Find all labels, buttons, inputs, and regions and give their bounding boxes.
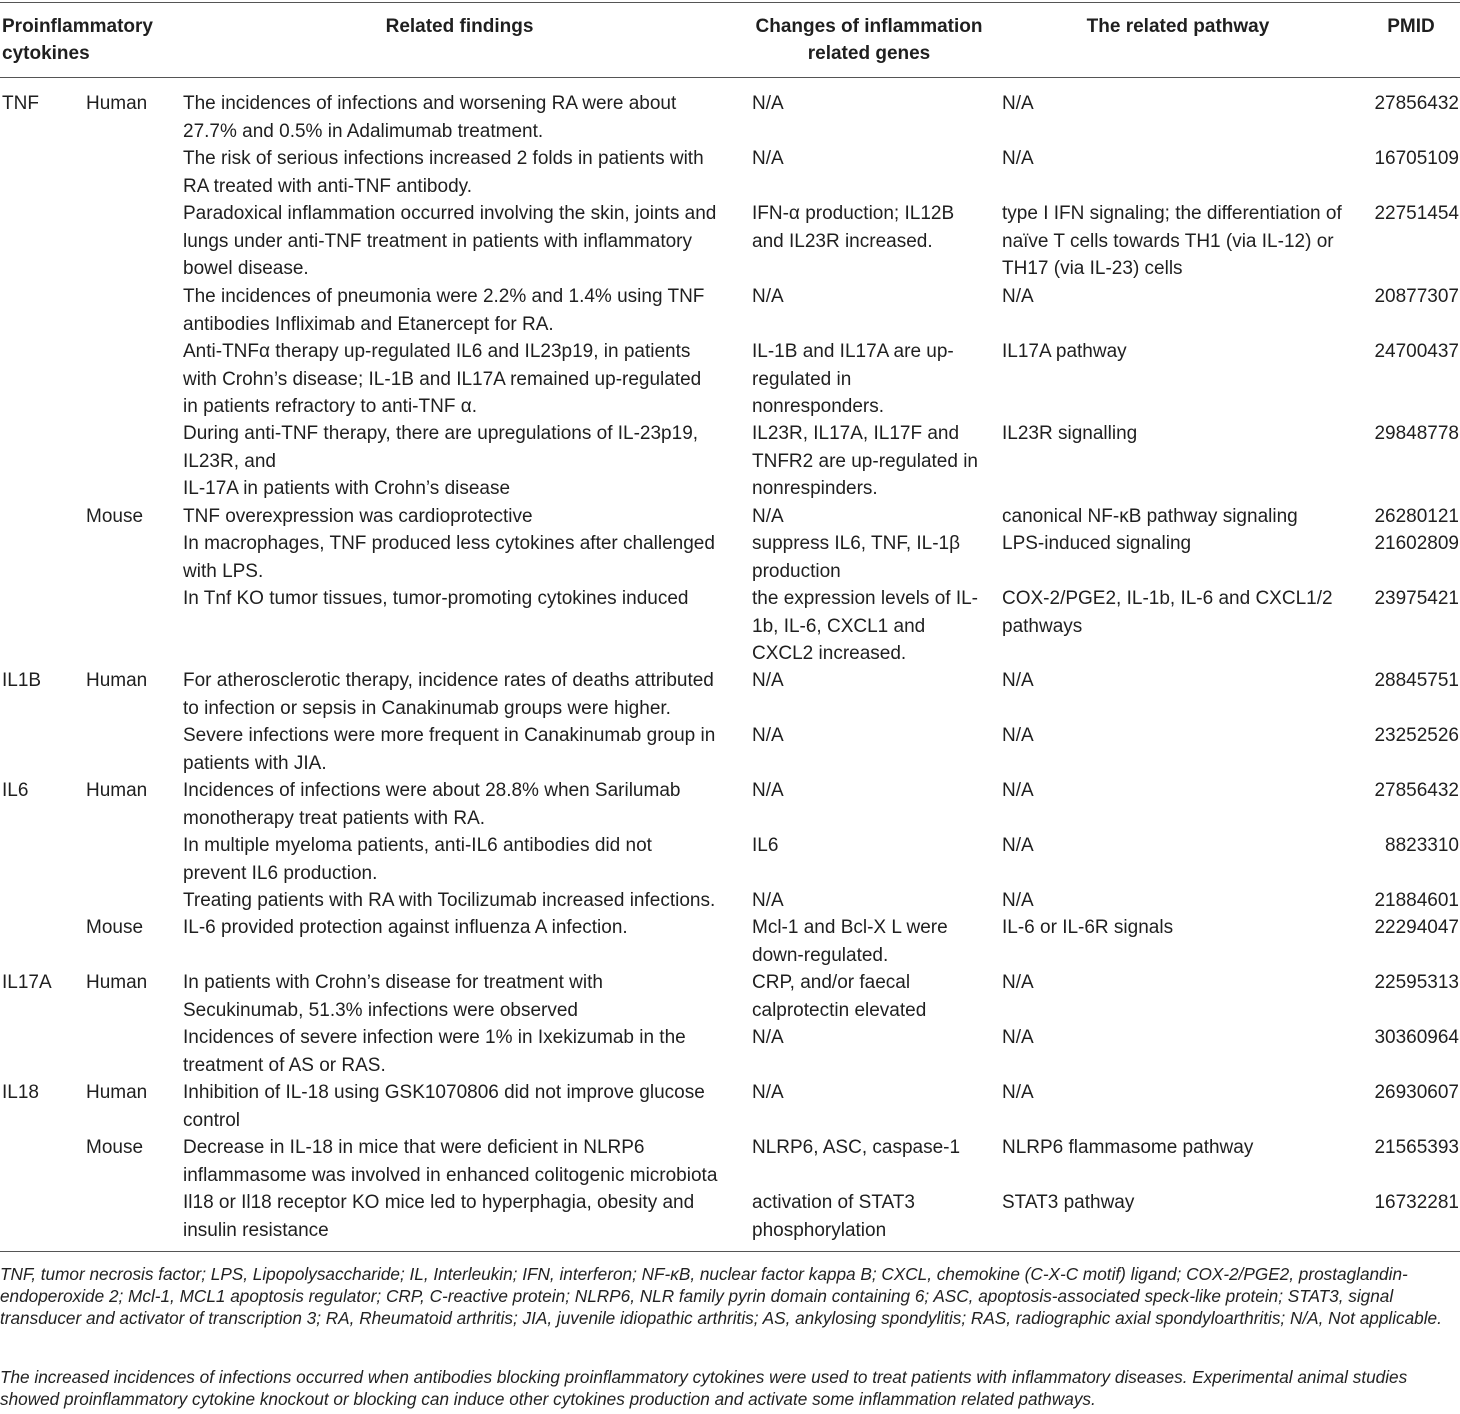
pmid-cell: 30360964	[1374, 1027, 1459, 1048]
gene-change-cell: N/A	[752, 890, 784, 911]
finding-cell: In patients with Crohn’s disease for treatment with Secukinumab, 51.3% infections were observed	[183, 972, 603, 1021]
pmid-cell: 22294047	[1374, 917, 1459, 938]
gene-change-cell: N/A	[752, 1082, 784, 1103]
species-cell: Human	[86, 93, 148, 114]
species-cell: Human	[86, 670, 148, 691]
finding-cell: In Tnf KO tumor tissues, tumor-promoting cytokines induced	[183, 588, 689, 609]
pathway-cell: NLRP6 flammasome pathway	[1002, 1137, 1254, 1158]
gene-change-cell: NLRP6, ASC, caspase-1	[752, 1137, 961, 1158]
pathway-cell: N/A	[1002, 972, 1034, 993]
pathway-cell: N/A	[1002, 148, 1034, 169]
finding-cell: Il18 or Il18 receptor KO mice led to hyperphagia, obesity and insulin resistance	[183, 1192, 695, 1241]
gene-change-cell: N/A	[752, 1027, 784, 1048]
pathway-cell: LPS-induced signaling	[1002, 533, 1192, 554]
pathway-cell: canonical NF-κB pathway signaling	[1002, 506, 1298, 527]
gene-change-cell: suppress IL6, TNF, IL-1β production	[752, 533, 961, 582]
pmid-cell: 23252526	[1374, 725, 1459, 746]
finding-cell: For atherosclerotic therapy, incidence rates of deaths attributed to infection or sepsis in Canakinumab groups were higher.	[183, 670, 714, 719]
gene-change-cell: IL23R, IL17A, IL17F and TNFR2 are up-regulated in nonrespinders.	[752, 423, 978, 499]
pmid-cell: 21565393	[1374, 1137, 1459, 1158]
header-related-pathway: The related pathway	[1086, 16, 1270, 37]
finding-cell: IL-6 provided protection against influenza A infection.	[183, 917, 628, 938]
finding-cell: The incidences of infections and worsening RA were about 27.7% and 0.5% in Adalimumab treatment.	[183, 93, 677, 142]
gene-change-cell: activation of STAT3 phosphorylation	[752, 1192, 915, 1241]
gene-change-cell: N/A	[752, 780, 784, 801]
pmid-cell: 8823310	[1385, 835, 1459, 856]
cytokine-cell: IL18	[2, 1082, 39, 1103]
finding-cell: Inhibition of IL-18 using GSK1070806 did not improve glucose control	[183, 1082, 705, 1131]
pmid-cell: 22595313	[1374, 972, 1459, 993]
species-cell: Human	[86, 780, 148, 801]
finding-cell: Paradoxical inflammation occurred involving the skin, joints and lungs under anti-TNF treatment in patients with inflammatory bowel disease.	[183, 203, 717, 279]
gene-change-cell: N/A	[752, 148, 784, 169]
species-cell: Mouse	[86, 917, 144, 938]
pmid-cell: 21884601	[1374, 890, 1459, 911]
gene-change-cell: Mcl-1 and Bcl-X L were down-regulated.	[752, 917, 948, 966]
finding-cell: Anti-TNFα therapy up-regulated IL6 and IL23p19, in patients with Crohn’s disease; IL-1B and IL17A remained up-regulated in patients refractory to anti-TNF α.	[183, 341, 702, 417]
pmid-cell: 27856432	[1374, 93, 1459, 114]
pathway-cell: COX-2/PGE2, IL-1b, IL-6 and CXCL1/2 pathways	[1002, 588, 1333, 637]
gene-change-cell: N/A	[752, 93, 784, 114]
finding-cell: In multiple myeloma patients, anti-IL6 antibodies did not prevent IL6 production.	[183, 835, 652, 884]
finding-cell: Incidences of infections were about 28.8% when Sarilumab monotherapy treat patients with RA.	[183, 780, 681, 829]
species-cell: Human	[86, 1082, 148, 1103]
gene-change-cell: IL6	[752, 835, 779, 856]
footnote-summary: The increased incidences of infections occurred when antibodies blocking proinflammatory cytokines were used to treat patients with inflammatory diseases. Experimental animal studies showed proinflammatory cytokine knockout or blocking can induce other cytokines production and activate some inflammation related pathways.	[0, 1367, 1408, 1409]
pmid-cell: 23975421	[1374, 588, 1459, 609]
gene-change-cell: CRP, and/or faecal calprotectin elevated	[752, 972, 927, 1021]
pathway-cell: IL-6 or IL-6R signals	[1002, 917, 1174, 938]
gene-change-cell: IL-1B and IL17A are up- regulated in nonresponders.	[752, 341, 954, 417]
pathway-cell: N/A	[1002, 725, 1034, 746]
pmid-cell: 16732281	[1374, 1192, 1459, 1213]
finding-cell: Decrease in IL-18 in mice that were deficient in NLRP6 inflammasome was involved in enhanced colitogenic microbiota	[183, 1137, 718, 1186]
pmid-cell: 26280121	[1374, 506, 1459, 527]
species-cell: Human	[86, 972, 148, 993]
finding-cell: The incidences of pneumonia were 2.2% and 1.4% using TNF antibodies Infliximab and Etanercept for RA.	[183, 286, 705, 335]
cytokine-cell: IL1B	[2, 670, 42, 691]
gene-change-cell: N/A	[752, 670, 784, 691]
pathway-cell: N/A	[1002, 835, 1034, 856]
header-cytokines: Proinflammatory cytokines	[2, 16, 153, 64]
pathway-cell: N/A	[1002, 93, 1034, 114]
pmid-cell: 16705109	[1374, 148, 1459, 169]
cytokine-cell: IL6	[2, 780, 29, 801]
species-cell: Mouse	[86, 506, 144, 527]
gene-change-cell: the expression levels of IL- 1b, IL-6, CXCL1 and CXCL2 increased.	[752, 588, 979, 664]
finding-cell: During anti-TNF therapy, there are upregulations of IL-23p19, IL23R, and IL-17A in patients with Crohn’s disease	[183, 423, 699, 499]
finding-cell: Treating patients with RA with Tocilizumab increased infections.	[183, 890, 716, 911]
pmid-cell: 24700437	[1374, 341, 1459, 362]
pmid-cell: 21602809	[1374, 533, 1459, 554]
header-changes-genes: Changes of inflammation related genes	[755, 16, 983, 64]
pathway-cell: N/A	[1002, 890, 1034, 911]
gene-change-cell: N/A	[752, 286, 784, 307]
gene-change-cell: IFN-α production; IL12B and IL23R increased.	[752, 203, 955, 252]
pathway-cell: STAT3 pathway	[1002, 1192, 1135, 1213]
header-related-findings: Related findings	[385, 16, 534, 37]
footnote-abbreviations: TNF, tumor necrosis factor; LPS, Lipopolysaccharide; IL, Interleukin; IFN, interferon; NF-κB, nuclear factor kappa B; CXCL, chemokine (C-X-C motif) ligand; COX-2/PGE2, prostaglandin-endoperoxide 2; Mcl-1, MCL1 apoptosis regulator; CRP, C-reactive protein; NLRP6, NLR family pyrin domain containing 6; ASC, apoptosis-associated speck-like protein; STAT3, signal transducer and activator of transcription 3; RA, Rheumatoid arthritis; JIA, juvenile idiopathic arthritis; AS, ankylosing spondylitis; RAS, radiographic axial spondyloarthritis; N/A, Not applicable.	[0, 1264, 1442, 1328]
pmid-cell: 20877307	[1374, 286, 1459, 307]
pathway-cell: N/A	[1002, 670, 1034, 691]
finding-cell: The risk of serious infections increased 2 folds in patients with RA treated with anti-TNF antibody.	[183, 148, 704, 197]
pathway-cell: type I IFN signaling; the differentiation of naïve T cells towards TH1 (via IL-12) or TH17 (via IL-23) cells	[1002, 203, 1342, 279]
finding-cell: In macrophages, TNF produced less cytokines after challenged with LPS.	[183, 533, 715, 582]
table-top-rule	[0, 2, 1460, 3]
pmid-cell: 27856432	[1374, 780, 1459, 801]
header-pmid: PMID	[1387, 16, 1435, 37]
cytokine-cell: TNF	[2, 93, 39, 114]
finding-cell: Incidences of severe infection were 1% in Ixekizumab in the treatment of AS or RAS.	[183, 1027, 686, 1076]
pmid-cell: 22751454	[1374, 203, 1459, 224]
pathway-cell: IL17A pathway	[1002, 341, 1127, 362]
cytokine-cell: IL17A	[2, 972, 52, 993]
finding-cell: Severe infections were more frequent in Canakinumab group in patients with JIA.	[183, 725, 716, 774]
pathway-cell: IL23R signalling	[1002, 423, 1138, 444]
gene-change-cell: N/A	[752, 506, 784, 527]
gene-change-cell: N/A	[752, 725, 784, 746]
table-header-rule	[0, 77, 1460, 78]
pmid-cell: 28845751	[1374, 670, 1459, 691]
pathway-cell: N/A	[1002, 1082, 1034, 1103]
pathway-cell: N/A	[1002, 780, 1034, 801]
table-bottom-rule	[0, 1251, 1460, 1252]
finding-cell: TNF overexpression was cardioprotective	[183, 506, 533, 527]
pathway-cell: N/A	[1002, 1027, 1034, 1048]
pmid-cell: 29848778	[1374, 423, 1459, 444]
pathway-cell: N/A	[1002, 286, 1034, 307]
pmid-cell: 26930607	[1374, 1082, 1459, 1103]
species-cell: Mouse	[86, 1137, 144, 1158]
